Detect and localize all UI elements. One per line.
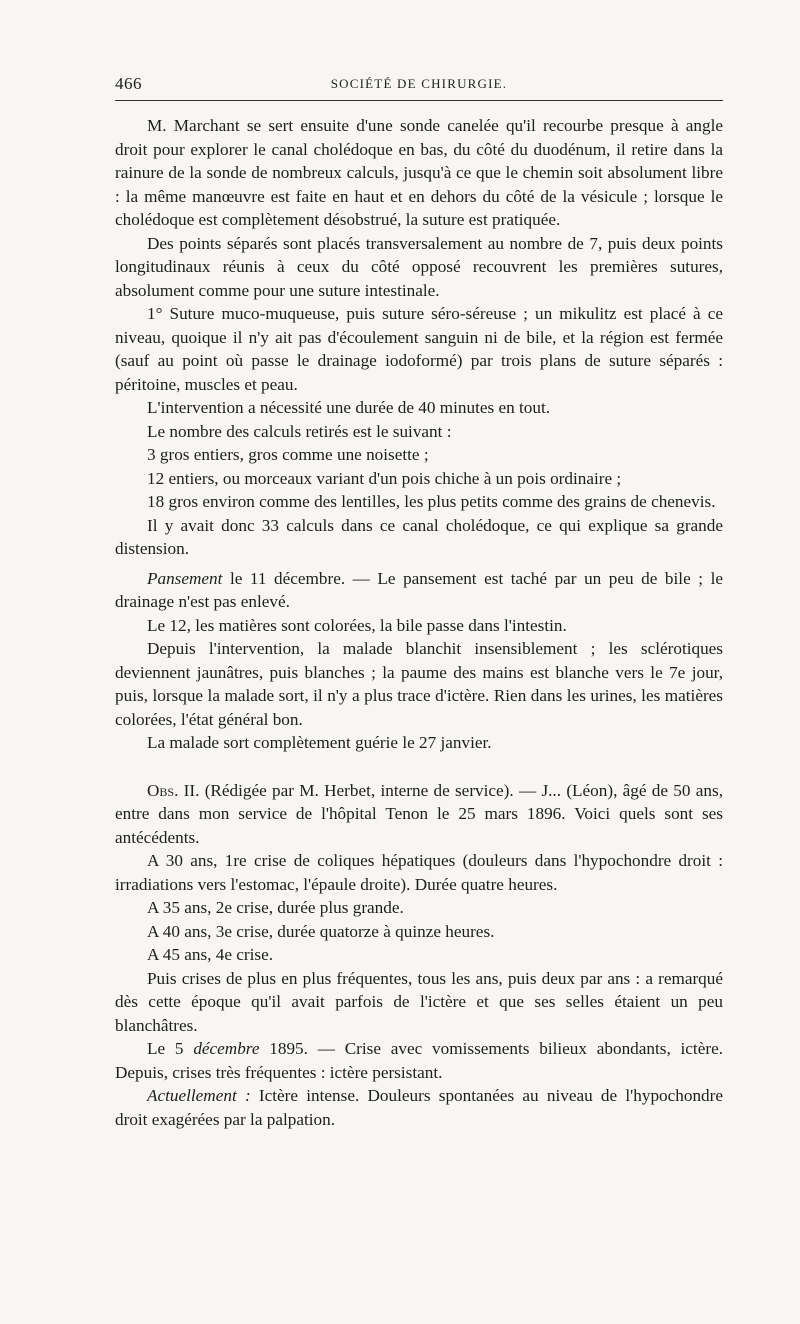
paragraph: Il y avait donc 33 calculs dans ce canal cholédoque, ce qui explique sa grande distension. bbox=[115, 515, 723, 558]
observation-paragraph bbox=[115, 779, 723, 850]
page-number: 466 bbox=[115, 74, 142, 93]
actuellement-lead: Actuellement : bbox=[147, 1086, 251, 1105]
header-rule bbox=[115, 100, 723, 101]
paragraph: L'intervention a nécessité une durée de 40 minutes en tout. bbox=[147, 398, 551, 417]
book-page bbox=[115, 64, 723, 1129]
page-header bbox=[115, 64, 723, 96]
pansement-paragraph bbox=[115, 567, 723, 614]
history-item: A 40 ans, 3e crise, durée quatorze à quinze heures. bbox=[147, 921, 495, 941]
paragraph: 18 gros environ comme des lentilles, les plus petits comme des grains de chenevis. bbox=[147, 492, 716, 511]
observation-label: Obs. II. bbox=[147, 780, 200, 800]
section-gap bbox=[115, 755, 723, 779]
actuellement-text: Ictère intense. Douleurs spontanées au niveau de l'hypochondre droit exagérées par la palpation. bbox=[115, 1086, 723, 1129]
paragraph: 12 entiers, ou morceaux variant d'un pois chiche à un pois ordinaire ; bbox=[147, 468, 622, 488]
pansement-lead: Pansement bbox=[147, 568, 223, 588]
decembre-emph: décembre bbox=[193, 1039, 260, 1058]
paragraph: Depuis l'intervention, la malade blanchit insensiblement ; les sclérotiques deviennent jaunâtres, puis blanches ; la paume des mains est blanche vers le 7e jour, puis, lorsque la malade sort, il n'y a plus trace d'ictère. Rien dans les urines, les matières colorées, l'état général bon. bbox=[115, 639, 723, 729]
running-head: SOCIÉTÉ DE CHIRURGIE. bbox=[330, 76, 508, 91]
decembre-pre: Le 5 bbox=[147, 1039, 194, 1058]
decembre-paragraph bbox=[115, 1037, 723, 1084]
paragraph: La malade sort complètement guérie le 27 janvier. bbox=[147, 733, 492, 752]
actuellement-paragraph bbox=[115, 1084, 723, 1131]
paragraph: M. Marchant se sert ensuite d'une sonde canelée qu'il recourbe presque à angle droit pour explorer le canal cholédoque en bas, du côté du duodénum, il retire dans la rainure de la sonde de nombreux calculs, jusqu'à ce que le chemin soit absolument libre : la même manœuvre est faite en haut et en dehors du côté de la vésicule ; lorsque le cholédoque est complètement désobstrué, la suture est pratiquée. bbox=[115, 116, 723, 229]
page-body bbox=[115, 114, 723, 1131]
history-item: A 35 ans, 2e crise, durée plus grande. bbox=[147, 898, 404, 917]
paragraph: Le 12, les matières sont colorées, la bile passe dans l'intestin. bbox=[147, 615, 567, 635]
history-item: A 30 ans, 1re crise de coliques hépatiques (douleurs dans l'hypochondre droit : irradiations vers l'estomac, l'épaule droite). Durée quatre heures. bbox=[115, 851, 723, 894]
paragraph: Le nombre des calculs retirés est le suivant : bbox=[147, 421, 452, 441]
decembre-post: 1895. — Crise avec vomissements bilieux abondants, ictère. Depuis, crises très fréquentes : ictère persistant. bbox=[115, 1039, 723, 1082]
paragraph: 1° Suture muco-muqueuse, puis suture séro-séreuse ; un mikulitz est placé à ce niveau, quoique il n'y ait pas d'écoulement sanguin ni de bile, et la région est fermée (sauf au point où passe le drainage iodoformé) par trois plans de suture séparés : péritoine, muscles et peau. bbox=[115, 304, 723, 394]
observation-text: (Rédigée par M. Herbet, interne de service). — J... (Léon), âgé de 50 ans, entre dans mon service de l'hôpital Tenon le 25 mars 1896. Voici quels sont ses antécédents. bbox=[115, 780, 723, 847]
history-item: Puis crises de plus en plus fréquentes, tous les ans, puis deux par ans : a remarqué dès cette époque qu'il avait parfois de l'ictère et que ses selles étaient un peu blanchâtres. bbox=[115, 968, 723, 1035]
pansement-text: le 11 décembre. — Le pansement est taché par un peu de bile ; le drainage n'est pas enlevé. bbox=[115, 568, 723, 611]
history-item: A 45 ans, 4e crise. bbox=[147, 945, 274, 964]
paragraph: Des points séparés sont placés transversalement au nombre de 7, puis deux points longitudinaux réunis à ceux du côté opposé recouvrent les premières sutures, absolument comme pour une suture intestinale. bbox=[115, 233, 723, 300]
paragraph: 3 gros entiers, gros comme une noisette ; bbox=[147, 445, 429, 464]
